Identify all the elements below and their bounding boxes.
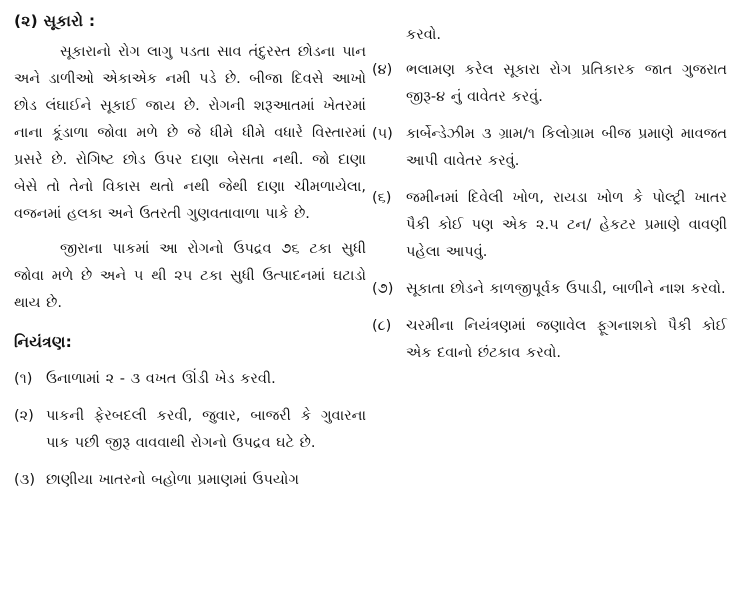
right-column bbox=[372, 22, 727, 377]
list-item-number: (૪) bbox=[372, 62, 393, 78]
list-item-text: ચરમીના નિયંત્રણમાં જણાવેલ ફૂગનાશકો પૈકી કોઈ એક દવાનો છંટકાવ કરવો. bbox=[406, 318, 727, 361]
continuation-text: કરવો. bbox=[406, 27, 442, 43]
list-item bbox=[14, 467, 366, 494]
list-item-number: (૨) bbox=[14, 408, 34, 424]
section-heading-sukaro: (૨) સૂકારો : bbox=[14, 12, 96, 30]
list-item-number: (૬) bbox=[372, 190, 392, 206]
list-item-text: કાર્બેન્ડેઝીમ ૩ ગ્રામ/૧ કિલોગ્રામ બીજ પ્રમાણે માવજત આપી વાવેતર કરવું. bbox=[406, 126, 727, 169]
list-item-number: (૧) bbox=[14, 371, 33, 387]
list-item bbox=[372, 57, 727, 111]
paragraph-damage: જીરાના પાકમાં આ રોગનો ઉપદ્રવ ૭૬ ટકા સુધી જોવા મળે છે અને ૫ થી ૨૫ ટકા સુધી ઉત્પાદનમાં ઘટાડો થાય છે. bbox=[14, 241, 366, 311]
list-item-text: સૂકાતા છોડને કાળજીપૂર્વક ઉપાડી, બાળીને નાશ કરવો. bbox=[406, 281, 726, 297]
list-item bbox=[14, 403, 366, 457]
list-item-number: (૮) bbox=[372, 318, 392, 334]
list-item bbox=[372, 121, 727, 175]
list-item-text: ભલામણ કરેલ સૂકારા રોગ પ્રતિકારક જાત ગુજરાત જીરૂ-૪ નું વાવેતર કરવું. bbox=[406, 62, 727, 105]
list-item bbox=[372, 276, 727, 303]
list-item-number: (૫) bbox=[372, 126, 393, 142]
left-column bbox=[14, 8, 366, 504]
paragraph-symptoms: સૂકારાનો રોગ લાગુ પડતા સાવ તંદુરસ્ત છોડના પાન અને ડાળીઓ એકાએક નમી પડે છે. બીજા દિવસે આખો છોડ લંઘાઈને સૂકાઈ જાય છે. રોગની શરૂઆતમાં ખેતરમાં નાના કૂંડાળા જોવા મળે છે જે ધીમે ધીમે વધારે વિસ્તારમાં પ્રસરે છે. રોગિષ્ટ છોડ ઉપર દાણા બેસતા નથી. જો દાણા બેસે તો તેનો વિકાસ થતો નથી જેથી દાણા ચીમળાયેલા, વજનમાં હલકા અને ઉતરતી ગુણવતાવાળા પાકે છે. bbox=[14, 44, 366, 222]
list-item-text: છાણીયા ખાતરનો બહોળા પ્રમાણમાં ઉપયોગ bbox=[46, 472, 299, 488]
list-item bbox=[14, 366, 366, 393]
list-item-text: જમીનમાં દિવેલી ખોળ, રાયડા ખોળ કે પોલ્ટ્રી ખાતર પૈકી કોઈ પણ એક ૨.૫ ટન/ હેકટર પ્રમાણે વાવણી પહેલા આપવું. bbox=[406, 190, 727, 260]
control-list-left bbox=[14, 366, 366, 494]
list-item-text: ઉનાળામાં ૨ - ૩ વખત ઊંડી ખેડ કરવી. bbox=[46, 371, 276, 387]
list-item-text: પાકની ફેરબદલી કરવી, જુવાર, બાજરી કે ગુવારના પાક પછી જીરૂ વાવવાથી રોગનો ઉપદ્રવ ઘટે છે. bbox=[46, 408, 366, 451]
list-item bbox=[372, 185, 727, 266]
control-heading: નિયંત્રણ: bbox=[14, 333, 72, 351]
list-item-number: (૩) bbox=[14, 472, 35, 488]
list-item bbox=[372, 313, 727, 367]
list-item-number: (૭) bbox=[372, 281, 394, 297]
control-list-right bbox=[372, 57, 727, 367]
